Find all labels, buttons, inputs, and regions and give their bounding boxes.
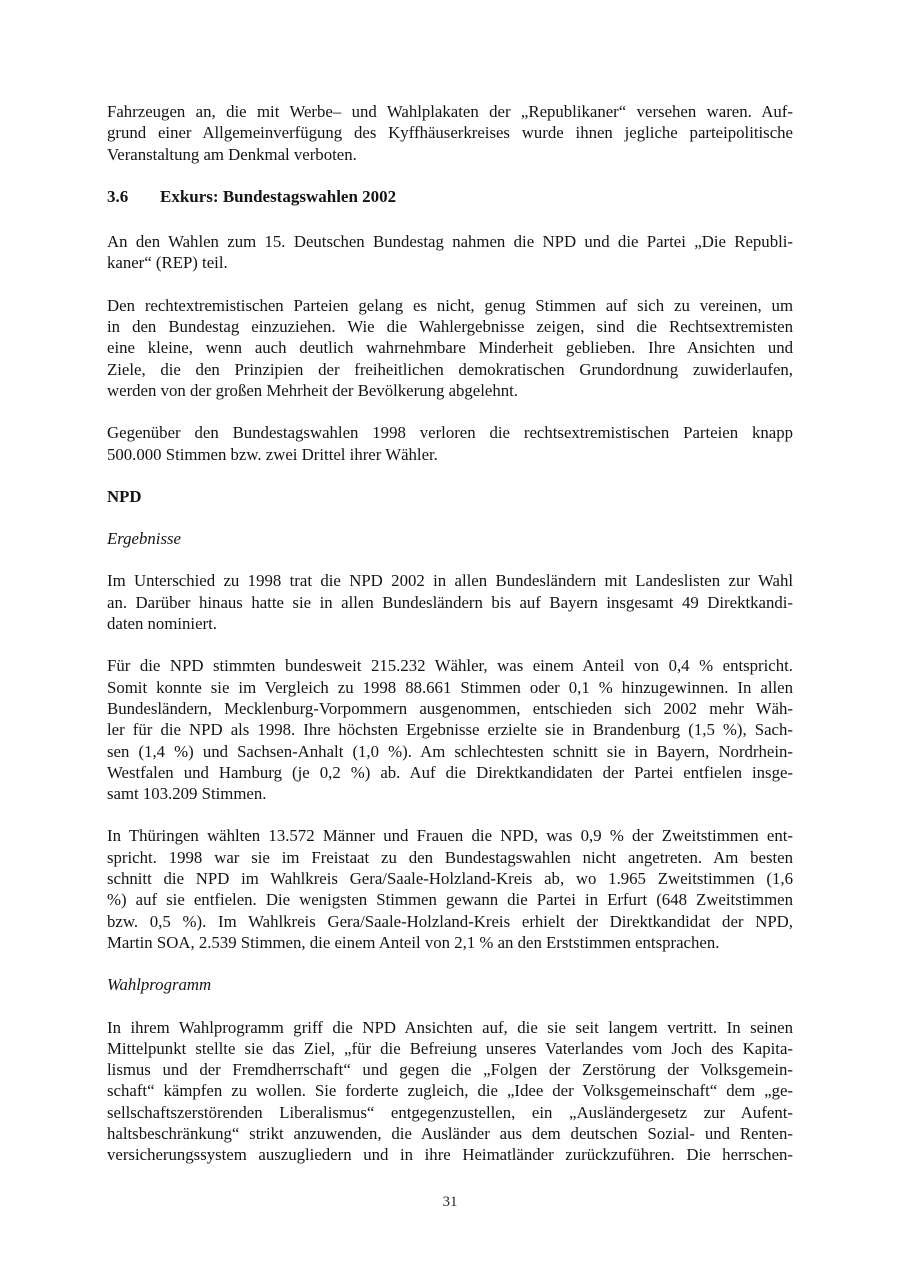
text-line: In Thüringen wählten 13.572 Männer und Frauen die NPD, was 0,9 % der Zweitstimmen ent- (107, 826, 793, 846)
paragraph-stimmenverlust-1998 (107, 422, 793, 465)
text-line: Westfalen und Hamburg (je 0,2 %) ab. Auf die Direktkandidaten der Partei entfielen insge- (107, 762, 793, 782)
text-line: Den rechtextremistischen Parteien gelang es nicht, genug Stimmen auf sich zu vereinen, um (107, 295, 793, 315)
text-line: grund einer Allgemeinverfügung des Kyffhäuserkreises wurde ihnen jegliche parteipolitische (107, 123, 793, 143)
paragraph-wahlprogramm-inhalt (107, 1017, 793, 1166)
text-line: sellschaftszerstörenden Liberalismus“ entgegenzustellen, ein „Ausländergesetz zur Aufent- (107, 1102, 793, 1122)
text-line: samt 103.209 Stimmen. (107, 784, 267, 804)
text-line: kaner“ (REP) teil. (107, 253, 228, 273)
text-line: Veranstaltung am Denkmal verboten. (107, 144, 357, 164)
paragraph-bundesweite-ergebnisse (107, 655, 793, 804)
text-line: schaft“ kämpfen zu wollen. Sie forderte zugleich, die „Idee der Volksgemeinschaft“ dem „ge- (107, 1081, 793, 1101)
text-line: Mittelpunkt stellte sie das Ziel, „für die Befreiung unseres Vaterlandes vom Joch des Kapita- (107, 1038, 793, 1058)
text-line: in den Bundestag einzuziehen. Wie die Wahlergebnisse zeigen, sind die Rechtsextremisten (107, 317, 793, 337)
text-line: Somit konnte sie im Vergleich zu 1998 88.661 Stimmen oder 0,1 % hinzugewinnen. In allen (107, 677, 793, 697)
paragraph-teilnahme (107, 231, 793, 274)
text-line: versicherungssystem auszugliedern und in ihre Heimatländer zurückzuführen. Die herrschen- (107, 1145, 793, 1165)
section-heading-3-6 (107, 186, 793, 207)
subheading-wahlprogramm: Wahlprogramm (107, 975, 212, 995)
paragraph-landeslisten (107, 570, 793, 634)
text-line: spricht. 1998 war sie im Freistaat zu den Bundestagswahlen nicht angetreten. Am besten (107, 847, 793, 867)
text-line: Gegenüber den Bundestagswahlen 1998 verloren die rechtsextremistischen Parteien knapp (107, 423, 793, 443)
text-line: Im Unterschied zu 1998 trat die NPD 2002 in allen Bundesländern mit Landeslisten zur Wahl (107, 571, 793, 591)
text-line: an. Darüber hinaus hatte sie in allen Bundesländern bis auf Bayern insgesamt 49 Direktkandi- (107, 592, 793, 612)
section-title: Exkurs: Bundestagswahlen 2002 (160, 186, 397, 206)
text-line: 500.000 Stimmen bzw. zwei Drittel ihrer Wähler. (107, 444, 438, 464)
text-line: bzw. 0,5 %). Im Wahlkreis Gera/Saale-Holzland-Kreis erhielt der Direktkandidat der NPD, (107, 911, 793, 931)
paragraph-republikaner-plakate (107, 101, 793, 165)
text-line: werden von der großen Mehrheit der Bevölkerung abgelehnt. (107, 380, 519, 400)
text-line: eine kleine, wenn auch deutlich wahrnehmbare Minderheit geblieben. Ihre Ansichten und (107, 338, 793, 358)
section-number: 3.6 (107, 186, 129, 206)
text-line: schnitt die NPD im Wahlkreis Gera/Saale-Holzland-Kreis ab, wo 1.965 Zweitstimmen (1,6 (107, 869, 793, 889)
text-line: Bundesländern, Mecklenburg-Vorpommern ausgenommen, entschieden sich 2002 mehr Wäh- (107, 698, 793, 718)
subheading-ergebnisse: Ergebnisse (107, 529, 181, 549)
paragraph-wahlergebnis-allgemein (107, 295, 793, 401)
text-line: daten nominiert. (107, 614, 217, 634)
page-content (107, 101, 793, 1187)
subheading-npd: NPD (107, 486, 142, 506)
text-line: %) auf sie entfielen. Die wenigsten Stimmen gewann die Partei in Erfurt (648 Zweitstimmen (107, 890, 793, 910)
text-line: haltsbeschränkung“ strikt anzuwenden, die Ausländer aus dem deutschen Sozial- und Renten- (107, 1123, 793, 1143)
text-line: Fahrzeugen an, die mit Werbe– und Wahlplakaten der „Republikaner“ versehen waren. Auf- (107, 102, 793, 121)
paragraph-thueringen-ergebnisse (107, 825, 793, 953)
text-line: Ziele, die den Prinzipien der freiheitlichen demokratischen Grundordnung zuwiderlaufen, (107, 359, 793, 379)
text-line: In ihrem Wahlprogramm griff die NPD Ansichten auf, die sie seit langem vertritt. In seinen (107, 1017, 793, 1037)
text-line: Für die NPD stimmten bundesweit 215.232 Wähler, was einem Anteil von 0,4 % entspricht. (107, 656, 793, 676)
text-line: An den Wahlen zum 15. Deutschen Bundestag nahmen die NPD und die Partei „Die Republi- (107, 232, 793, 252)
page-number: 31 (442, 1194, 458, 1210)
text-line: Martin SOA, 2.539 Stimmen, die einem Anteil von 2,1 % an den Erststimmen entsprachen. (107, 932, 720, 952)
text-line: lismus und der Fremdherrschaft“ und gegen die „Folgen der Zerstörung der Volksgemein- (107, 1060, 793, 1080)
text-line: ler für die NPD als 1998. Ihre höchsten Ergebnisse erzielte sie in Brandenburg (1,5 %), Sach- (107, 720, 793, 740)
text-line: sen (1,4 %) und Sachsen-Anhalt (1,0 %). Am schlechtesten schnitt sie in Bayern, Nordrhein- (107, 741, 793, 761)
